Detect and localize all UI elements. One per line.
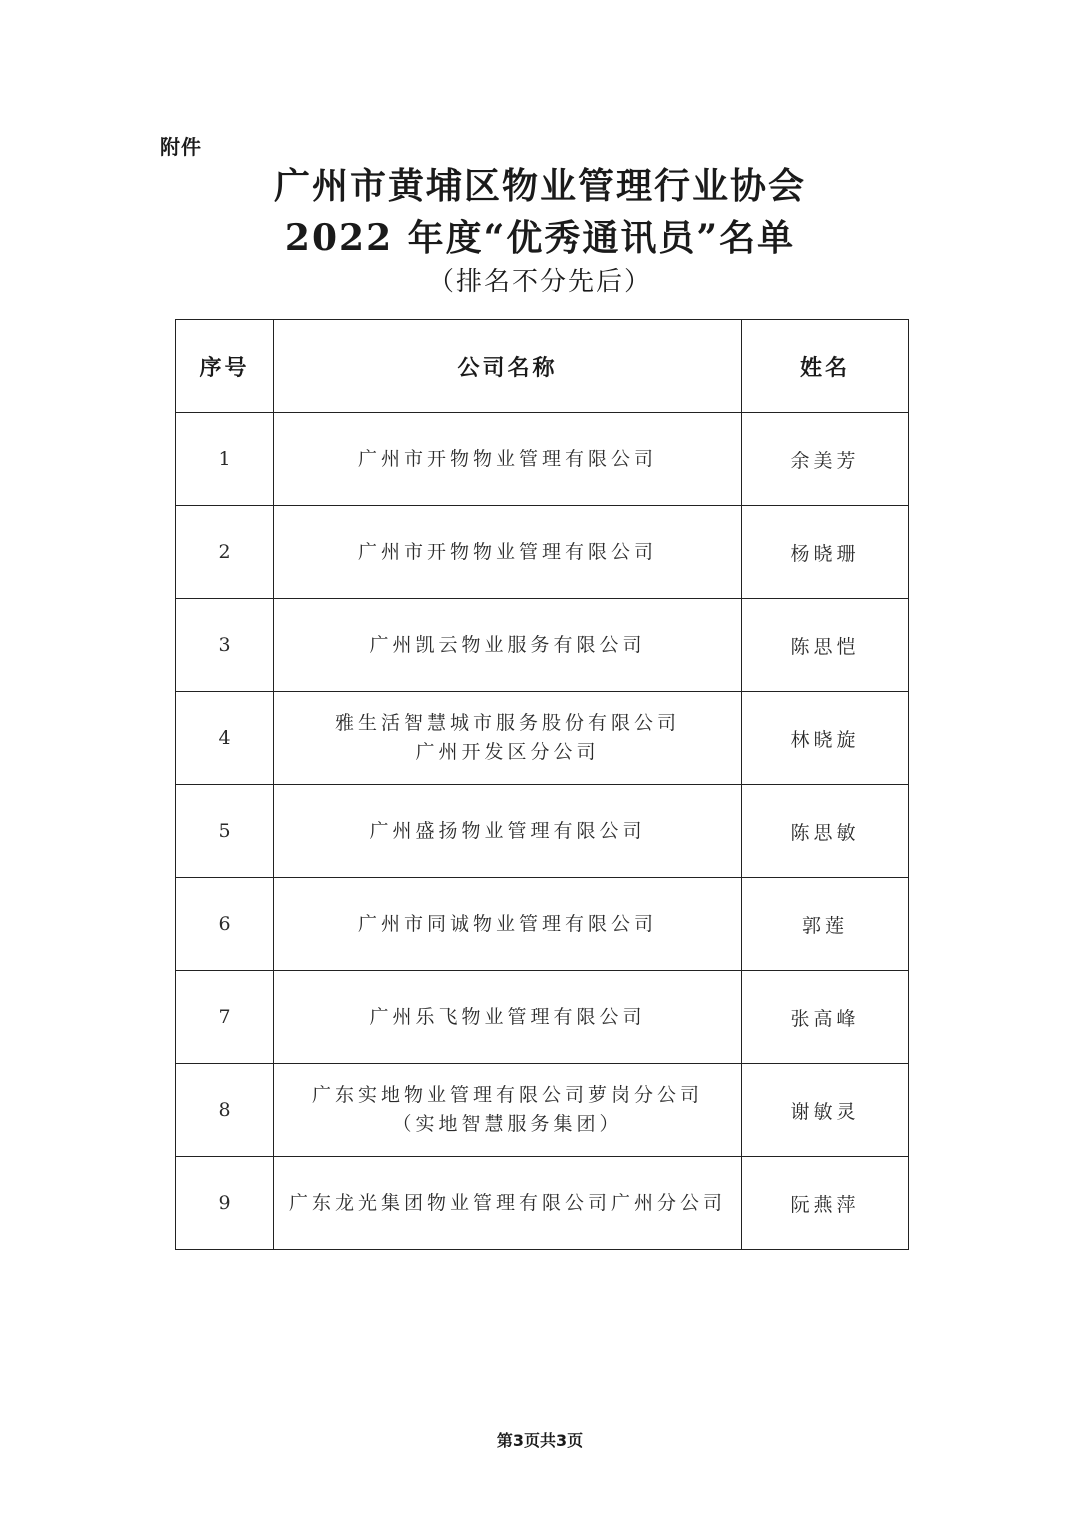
company-name — [274, 878, 742, 971]
company-name — [274, 785, 742, 878]
company-name-line: 广州市开物物业管理有限公司 — [357, 447, 657, 470]
company-name — [274, 971, 742, 1064]
table-row — [176, 878, 909, 971]
row-number: 2 — [176, 506, 274, 599]
row-number: 4 — [176, 692, 274, 785]
column-header-number: 序号 — [176, 320, 274, 413]
person-name: 张高峰 — [742, 971, 909, 1064]
company-name-line: 广州市同诚物业管理有限公司 — [357, 912, 657, 935]
table-row — [176, 692, 909, 785]
company-name — [274, 506, 742, 599]
row-number: 7 — [176, 971, 274, 1064]
roster-table — [175, 319, 909, 1250]
row-number: 6 — [176, 878, 274, 971]
company-name-line: 广州市开物物业管理有限公司 — [357, 540, 657, 563]
person-name: 陈思恺 — [742, 599, 909, 692]
person-name: 谢敏灵 — [742, 1064, 909, 1157]
person-name: 郭莲 — [742, 878, 909, 971]
table-header-row — [176, 320, 909, 413]
table-row — [176, 1157, 909, 1250]
document-title-line2: 2022 年度“优秀通讯员”名单 — [284, 217, 796, 259]
company-name — [274, 413, 742, 506]
company-name-line: 广州开发区分公司 — [415, 741, 600, 763]
company-name-line: 广州凯云物业服务有限公司 — [369, 633, 646, 656]
document-title-line1: 广州市黄埔区物业管理行业协会 — [273, 165, 806, 207]
table-row — [176, 1064, 909, 1157]
row-number: 1 — [176, 413, 274, 506]
table-row — [176, 971, 909, 1064]
column-header-company: 公司名称 — [274, 320, 742, 413]
company-name-line: 广东实地物业管理有限公司萝岗分公司 — [311, 1084, 703, 1106]
row-number: 3 — [176, 599, 274, 692]
company-name-line: 广东龙光集团物业管理有限公司广州分公司 — [288, 1191, 726, 1214]
company-name-line: （实地智慧服务集团） — [392, 1113, 623, 1135]
row-number: 5 — [176, 785, 274, 878]
row-number: 9 — [176, 1157, 274, 1250]
person-name: 林晓旋 — [742, 692, 909, 785]
table-row — [176, 506, 909, 599]
document-subtitle: （排名不分先后） — [427, 267, 652, 297]
company-name — [274, 692, 742, 785]
company-name — [274, 1157, 742, 1250]
attachment-label: 附件 — [160, 135, 202, 159]
table-row — [176, 599, 909, 692]
person-name: 余美芳 — [742, 413, 909, 506]
person-name: 阮燕萍 — [742, 1157, 909, 1250]
company-name-line: 广州乐飞物业管理有限公司 — [369, 1005, 646, 1028]
page-number: 第3页共3页 — [496, 1431, 584, 1450]
table-row — [176, 413, 909, 506]
column-header-name: 姓名 — [742, 320, 909, 413]
company-name — [274, 599, 742, 692]
table-row — [176, 785, 909, 878]
company-name — [274, 1064, 742, 1157]
person-name: 杨晓珊 — [742, 506, 909, 599]
person-name: 陈思敏 — [742, 785, 909, 878]
row-number: 8 — [176, 1064, 274, 1157]
company-name-line: 雅生活智慧城市服务股份有限公司 — [334, 712, 680, 734]
company-name-line: 广州盛扬物业管理有限公司 — [369, 819, 646, 842]
